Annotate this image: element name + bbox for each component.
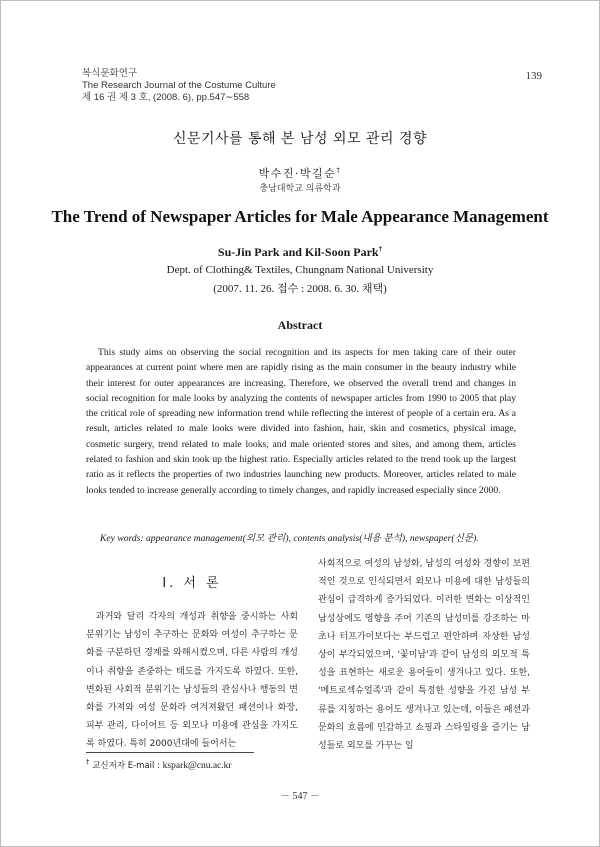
department-english: Dept. of Clothing& Textiles, Chungnam National University: [166, 264, 434, 276]
footnote-label: 교신저자 E-mail :: [92, 761, 163, 771]
footnote: [86, 759, 232, 771]
corresponding-author-mark-en: †: [378, 245, 383, 253]
authors-korean: [0, 165, 600, 181]
journal-header: [82, 68, 276, 104]
intro-paragraph-left: 과거와 달리 각자의 개성과 취향을 중시하는 사회 분위기는 남성이 추구하는 문화와 여성이 추구하는 문화를 구분하던 경계를 와해시켰으며, 다른 사람의 개성이나 취향을 존중하는 태도를 가지도록 하였다. 또한, 변화된 사회적 분위기는 남성들의 관심사나 행동의 변화를 가져와 여성 문화라 여겨져왔던 패션이나 화장, 피부 관리, 다이어트 등 외모나 미용에 관심을 가지도록 하였다. 특히 2000년대에 들어서는: [86, 612, 298, 750]
intro-paragraph-right: 사회적으로 여성의 남성화, 남성의 여성화 경향이 보편적인 것으로 인식되면서 외모나 미용에 대한 남성들의 관심이 급격하게 증가되었다. 이러한 변화는 이상적인 남성상에도 영향을 주어 기존의 남성미를 강조하는 마초나 터프가이보다는 부드럽고 편안하며 자상한 남성상이 부각되었으며, '꽃미남'과 같이 남성의 외모적 특성을 표현하는 새로운 용어들이 생겨나고 있다. 또한, '메트로섹슈얼족'과 같이 특정한 성향을 가진 남성 부류를 지칭하는 용어도 생겨나고 있는데, 이들은 패션과 문화의 흐름에 민감하고 쇼핑과 스타일링을 즐기는 남성들로 외모를 가꾸는 일: [318, 559, 530, 752]
affiliation-korean: 충남대학교 의류학과: [259, 184, 341, 194]
abstract-body: [86, 345, 516, 498]
journal-name-english: The Research Journal of the Costume Culture: [82, 80, 276, 91]
keywords: Key words: appearance management(외모 관리), contents analysis(내용 분석), newspaper(신문).: [100, 533, 479, 544]
page-footer-number: － 547 －: [280, 791, 320, 802]
abstract-heading: Abstract: [277, 318, 323, 332]
footnote-mark: †: [86, 758, 90, 767]
body-column-right: [318, 555, 530, 755]
authors-korean-names: 박수진·박길순: [258, 167, 337, 180]
section-title-introduction: Ⅰ. 서 론: [162, 576, 222, 591]
journal-issue: 제 16 권 제 3 호, (2008. 6), pp.547∼558: [82, 92, 250, 103]
footnote-divider: [86, 752, 254, 753]
journal-name-korean: 복식문화연구: [82, 68, 138, 79]
authors-english-names: Su-Jin Park and Kil-Soon Park: [217, 245, 379, 259]
title-english: The Trend of Newspaper Articles for Male Appearance Management: [51, 207, 549, 226]
corresponding-email: kspark@cnu.ac.kr: [162, 761, 232, 771]
authors-english: [0, 245, 600, 260]
received-accepted-dates: (2007. 11. 26. 접수 : 2008. 6. 30. 채택): [213, 283, 387, 295]
body-column-left: [86, 608, 298, 754]
page-number: 139: [525, 70, 542, 82]
abstract-paragraph: This study aims on observing the social recognition and its aspects for men taking care of their outer appearances at current point where men are rapidly rising as the main consumer in the beauty industry while their interest for outer appearances are increasing. Therefore, we observed the overall trend and changes in social recognition for male looks by analyzing the contents of newspaper articles from 1990 to 2005 that play the critical role of spreading new information trend while reflecting the interest of people of a certain era. As a result, articles related to male looks were divided into fashion, hair, skin and cosmetics, physical image, cosmetic surgery, trend related to male looks, and male oriented stores and sites, and among them, articles related to fashion and skin took up the highest ratio. Especially articles related to the trend took up the largest ratio as it reflects the properties of two industries launching new products. Moreover, articles related to male looks tended to increase generally according to timely changes, and rapidly increased especially since 2000.: [86, 347, 516, 496]
corresponding-author-mark: †: [336, 166, 342, 175]
title-korean: 신문기사를 통해 본 남성 외모 관리 경향: [172, 131, 428, 147]
